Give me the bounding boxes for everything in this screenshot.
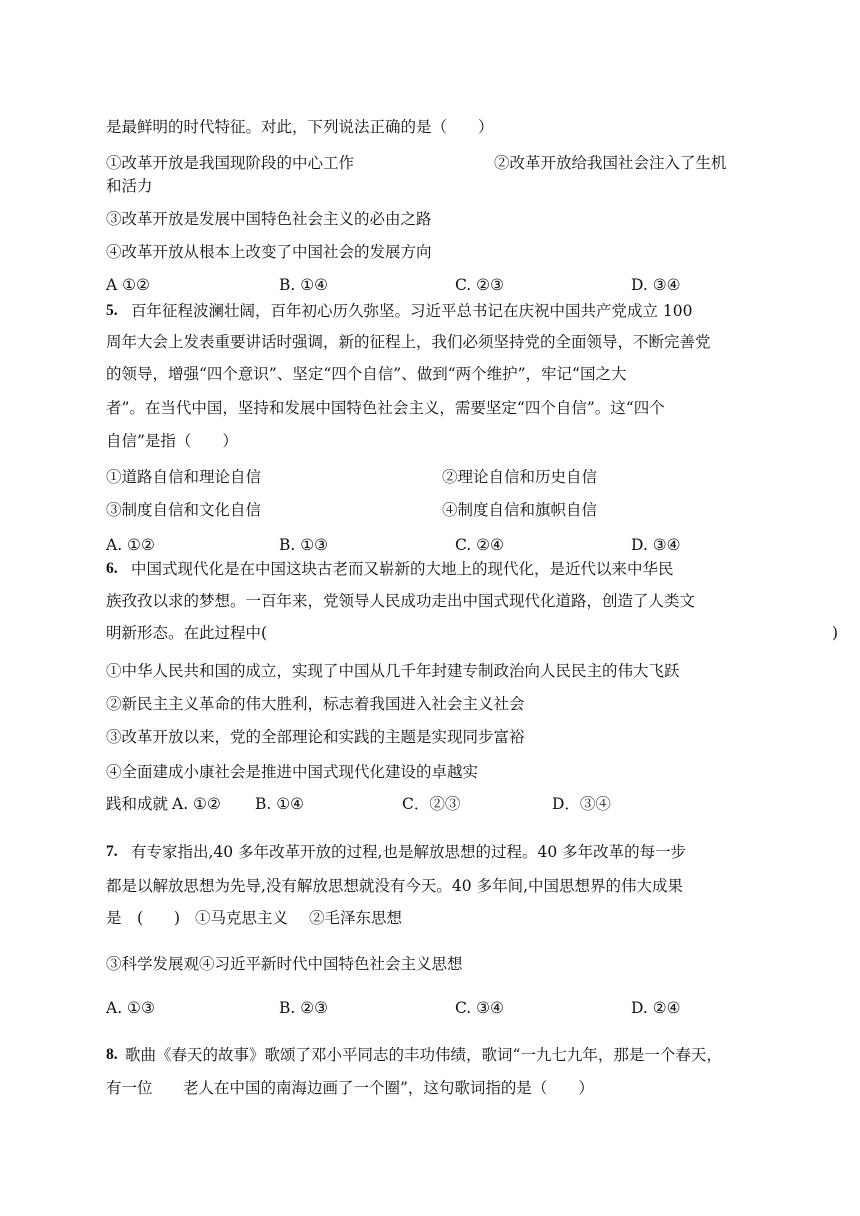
q6-choice-a: A. ①② bbox=[172, 795, 221, 813]
q7-choice-d: D. ②④ bbox=[631, 999, 681, 1017]
q7-stem-line-2: 都是以解放思想为先导,没有解放思想就没有今天。40 多年间,中国思想界的伟大成果 bbox=[106, 877, 684, 895]
q8-stem-line-2a: 有一位 bbox=[106, 1079, 153, 1097]
q4-choice-c: C. ②③ bbox=[455, 276, 504, 294]
q6-option-4: ④全面建成小康社会是推进中国式现代化建设的卓越实 bbox=[106, 763, 479, 781]
q4-option-3: ③改革开放是发展中国特色社会主义的必由之路 bbox=[106, 210, 432, 228]
q4-option-1: ①改革开放是我国现阶段的中心工作 bbox=[106, 154, 355, 172]
q5-number: 5. bbox=[106, 302, 118, 319]
q5-option-1: ①道路自信和理论自信 bbox=[106, 468, 262, 486]
q8-stem-line-1: 歌曲《春天的故事》歌颂了邓小平同志的丰功伟绩，歌词“一九七九年，那是一个春天， bbox=[125, 1046, 722, 1064]
q5-stem-line-5: 自信”是指（ ） bbox=[106, 432, 238, 450]
q4-choice-b: B. ①④ bbox=[279, 276, 329, 294]
q6-number: 6. bbox=[106, 560, 118, 577]
q7-choice-c: C. ③④ bbox=[455, 999, 504, 1017]
q7-choice-a: A. ①③ bbox=[106, 999, 155, 1017]
q7-stem-line-1: 有专家指出,40 多年改革开放的过程,也是解放思想的过程。40 多年改革的每一步 bbox=[131, 843, 687, 861]
q6-choice-b: B. ①④ bbox=[255, 795, 305, 813]
q7-stem-line-3: 是 ( ) bbox=[106, 909, 181, 927]
q5-stem-line-3: 的领导，增强“四个意识”、坚定“四个自信”、做到“两个维护”，牢记“国之大 bbox=[106, 365, 627, 383]
q6-option-4-tail: 践和成就 bbox=[106, 795, 169, 813]
q8-number: 8. bbox=[106, 1046, 118, 1063]
q4-option-2: ②改革开放给我国社会注入了生机 bbox=[494, 154, 727, 172]
q7-option-1: ①马克思主义 bbox=[195, 909, 289, 927]
q5-choice-b: B. ①③ bbox=[279, 536, 329, 554]
q7-choice-b: B. ②③ bbox=[279, 999, 329, 1017]
q5-option-2: ②理论自信和历史自信 bbox=[442, 468, 598, 486]
q6-stem-line-2: 族孜孜以求的梦想。一百年来，党领导人民成功走出中国式现代化道路，创造了人类文 bbox=[106, 592, 696, 610]
q7-option-3-4: ③科学发展观④习近平新时代中国特色社会主义思想 bbox=[106, 955, 463, 973]
q6-choice-c: C．②③ bbox=[402, 795, 461, 813]
q4-option-4: ④改革开放从根本上改变了中国社会的发展方向 bbox=[106, 243, 432, 261]
q6-option-2: ②新民主主义革命的伟大胜利，标志着我国进入社会主义社会 bbox=[106, 695, 525, 713]
q5-stem-line-2: 周年大会上发表重要讲话时强调，新的征程上，我们必须坚持党的全面领导，不断完善党 bbox=[106, 333, 711, 351]
q4-choice-a: A ①② bbox=[106, 276, 150, 294]
q4-option-2-cont: 和活力 bbox=[106, 177, 153, 195]
q4-choice-d: D. ③④ bbox=[631, 276, 681, 294]
q6-stem-line-1: 中国式现代化是在中国这块古老而又崭新的大地上的现代化，是近代以来中华民 bbox=[131, 560, 674, 578]
q8-stem-line-2b: 老人在中国的南海边画了一个圈”，这句歌词指的是（ ） bbox=[183, 1079, 594, 1097]
q6-choice-d: D．③④ bbox=[552, 795, 611, 813]
q5-stem-line-1: 百年征程波澜壮阔，百年初心历久弥坚。习近平总书记在庆祝中国共产党成立 100 bbox=[131, 302, 693, 320]
q4-stem-tail: 是最鲜明的时代特征。对此，下列说法正确的是（ ） bbox=[106, 118, 494, 136]
q7-option-2: ②毛泽东思想 bbox=[309, 909, 403, 927]
q7-number: 7. bbox=[106, 843, 118, 860]
q5-stem-line-4: 者”。在当代中国，坚持和发展中国特色社会主义，需要坚定“四个自信”。这“四个 bbox=[106, 399, 665, 417]
q6-stem-line-3: 明新形态。在此过程中( bbox=[106, 624, 268, 642]
q5-choice-c: C. ②④ bbox=[455, 536, 504, 554]
q6-stem-line-3-end: ) bbox=[832, 624, 839, 642]
q6-option-3: ③改革开放以来，党的全部理论和实践的主题是实现同步富裕 bbox=[106, 728, 525, 746]
q5-choice-d: D. ③④ bbox=[631, 536, 681, 554]
q5-option-4: ④制度自信和旗帜自信 bbox=[442, 501, 598, 519]
q5-choice-a: A. ①② bbox=[106, 536, 155, 554]
q6-option-1: ①中华人民共和国的成立，实现了中国从几千年封建专制政治向人民民主的伟大飞跃 bbox=[106, 662, 680, 680]
q5-option-3: ③制度自信和文化自信 bbox=[106, 501, 262, 519]
